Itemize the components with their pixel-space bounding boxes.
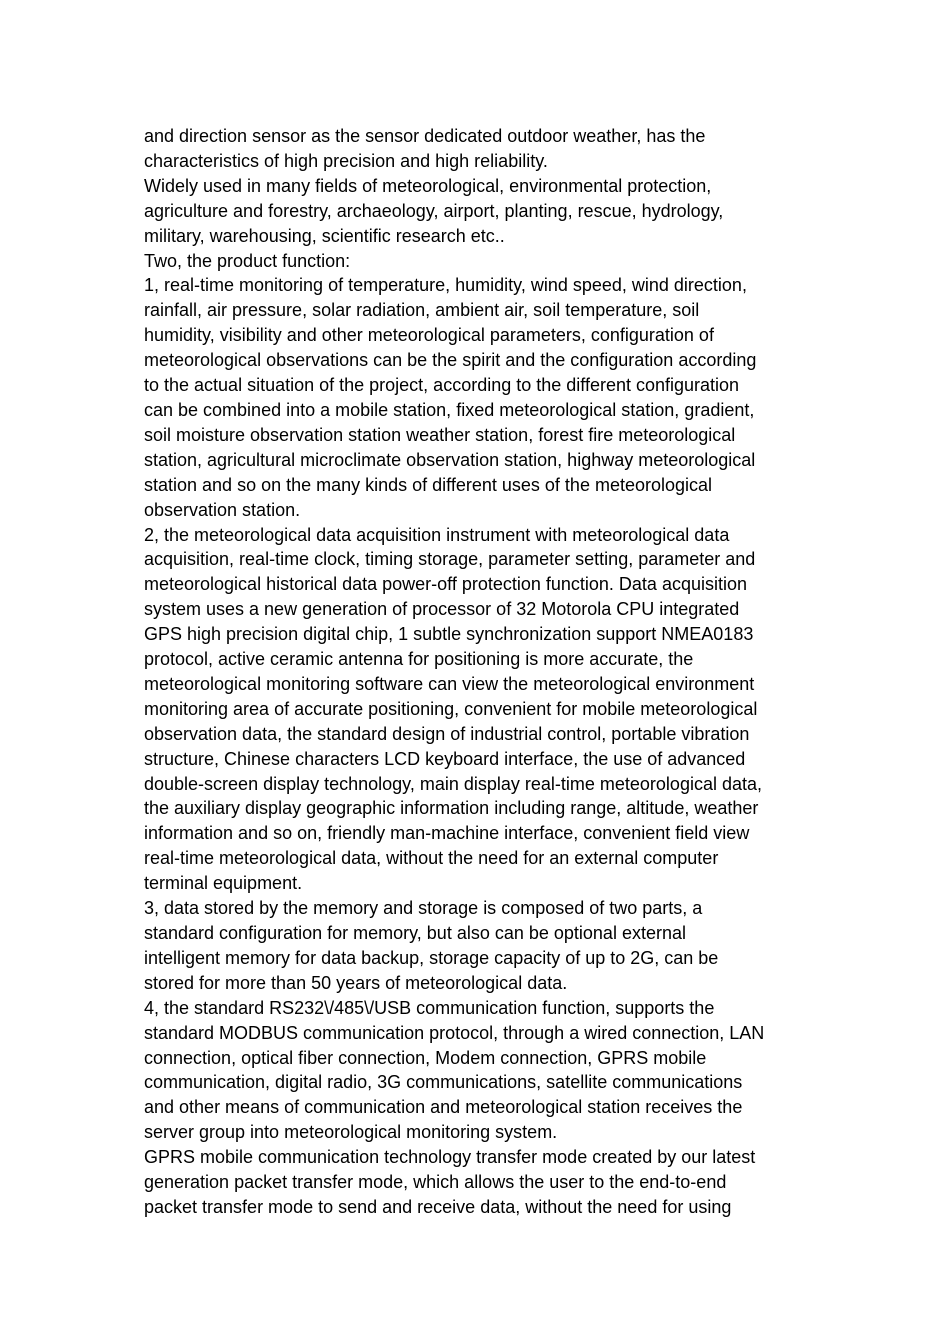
paragraph — [144, 996, 824, 1145]
text-line: soil moisture observation station weather station, forest fire meteorological — [144, 424, 736, 445]
paragraph — [144, 523, 824, 897]
text-line: agriculture and forestry, archaeology, airport, planting, rescue, hydrology, — [144, 200, 724, 221]
text-line: monitoring area of accurate positioning, convenient for mobile meteorological — [144, 698, 758, 719]
text-line: Two, the product function: — [144, 250, 351, 271]
text-line: humidity, visibility and other meteorological parameters, configuration of — [144, 325, 714, 346]
text-line: standard configuration for memory, but also can be optional external — [144, 923, 686, 943]
text-line: 2, the meteorological data acquisition instrument with meteorological data — [144, 524, 730, 545]
text-line: protocol, active ceramic antenna for positioning is more accurate, the — [144, 649, 694, 670]
text-line: meteorological historical data power-off protection function. Data acquisition — [144, 574, 747, 595]
text-line: terminal equipment. — [144, 873, 303, 894]
text-line: packet transfer mode to send and receive data, without the need for using — [144, 1196, 732, 1217]
text-line: 3, data stored by the memory and storage is composed of two parts, a — [144, 898, 703, 919]
text-line: meteorological observations can be the spirit and the configuration according — [144, 350, 757, 371]
text-line: system uses a new generation of processor of 32 Motorola CPU integrated — [144, 599, 740, 620]
text-line: characteristics of high precision and high reliability. — [144, 150, 548, 171]
text-line: 4, the standard RS232\/485\/USB communication function, supports the — [144, 997, 715, 1018]
text-line: communication, digital radio, 3G communications, satellite communications — [144, 1072, 743, 1093]
text-line: can be combined into a mobile station, fixed meteorological station, gradient, — [144, 399, 755, 420]
text-line: rainfall, air pressure, solar radiation, ambient air, soil temperature, soil — [144, 300, 700, 321]
text-line: and other means of communication and meteorological station receives the — [144, 1097, 743, 1118]
text-line: station and so on the many kinds of different uses of the meteorological — [144, 474, 713, 495]
text-line: standard MODBUS communication protocol, through a wired connection, LAN — [144, 1022, 765, 1043]
paragraph — [144, 249, 824, 274]
text-line: 1, real-time monitoring of temperature, humidity, wind speed, wind direction, — [144, 275, 747, 296]
text-line: station, agricultural microclimate observation station, highway meteorological — [144, 449, 756, 470]
paragraph — [144, 174, 824, 249]
paragraph — [144, 1145, 824, 1220]
text-line: structure, Chinese characters LCD keyboard interface, the use of advanced — [144, 748, 746, 769]
paragraph — [144, 896, 824, 996]
text-line: GPRS mobile communication technology transfer mode created by our latest — [144, 1147, 756, 1168]
text-line: observation data, the standard design of industrial control, portable vibration — [144, 723, 750, 744]
text-line: information and so on, friendly man-machine interface, convenient field view — [144, 823, 750, 844]
paragraph — [144, 124, 824, 174]
document-text-body — [144, 124, 824, 1220]
text-line: server group into meteorological monitoring system. — [144, 1122, 558, 1143]
text-line: the auxiliary display geographic information including range, altitude, weather — [144, 798, 759, 819]
text-line: acquisition, real-time clock, timing storage, parameter setting, parameter and — [144, 549, 756, 570]
text-line: real-time meteorological data, without the need for an external computer — [144, 848, 719, 869]
text-line: GPS high precision digital chip, 1 subtle synchronization support NMEA0183 — [144, 624, 754, 645]
text-line: and direction sensor as the sensor dedicated outdoor weather, has the — [144, 126, 706, 146]
text-line: meteorological monitoring software can view the meteorological environment — [144, 673, 755, 694]
text-line: to the actual situation of the project, according to the different configuration — [144, 375, 740, 396]
text-line: observation station. — [144, 499, 301, 520]
text-line: generation packet transfer mode, which allows the user to the end-to-end — [144, 1172, 727, 1193]
text-line: stored for more than 50 years of meteorological data. — [144, 972, 568, 993]
text-line: double-screen display technology, main display real-time meteorological data, — [144, 773, 762, 794]
text-line: Widely used in many fields of meteorological, environmental protection, — [144, 175, 712, 196]
text-line: intelligent memory for data backup, storage capacity of up to 2G, can be — [144, 947, 719, 968]
text-line: military, warehousing, scientific research etc.. — [144, 225, 505, 246]
text-line: connection, optical fiber connection, Modem connection, GPRS mobile — [144, 1047, 707, 1068]
paragraph — [144, 273, 824, 522]
